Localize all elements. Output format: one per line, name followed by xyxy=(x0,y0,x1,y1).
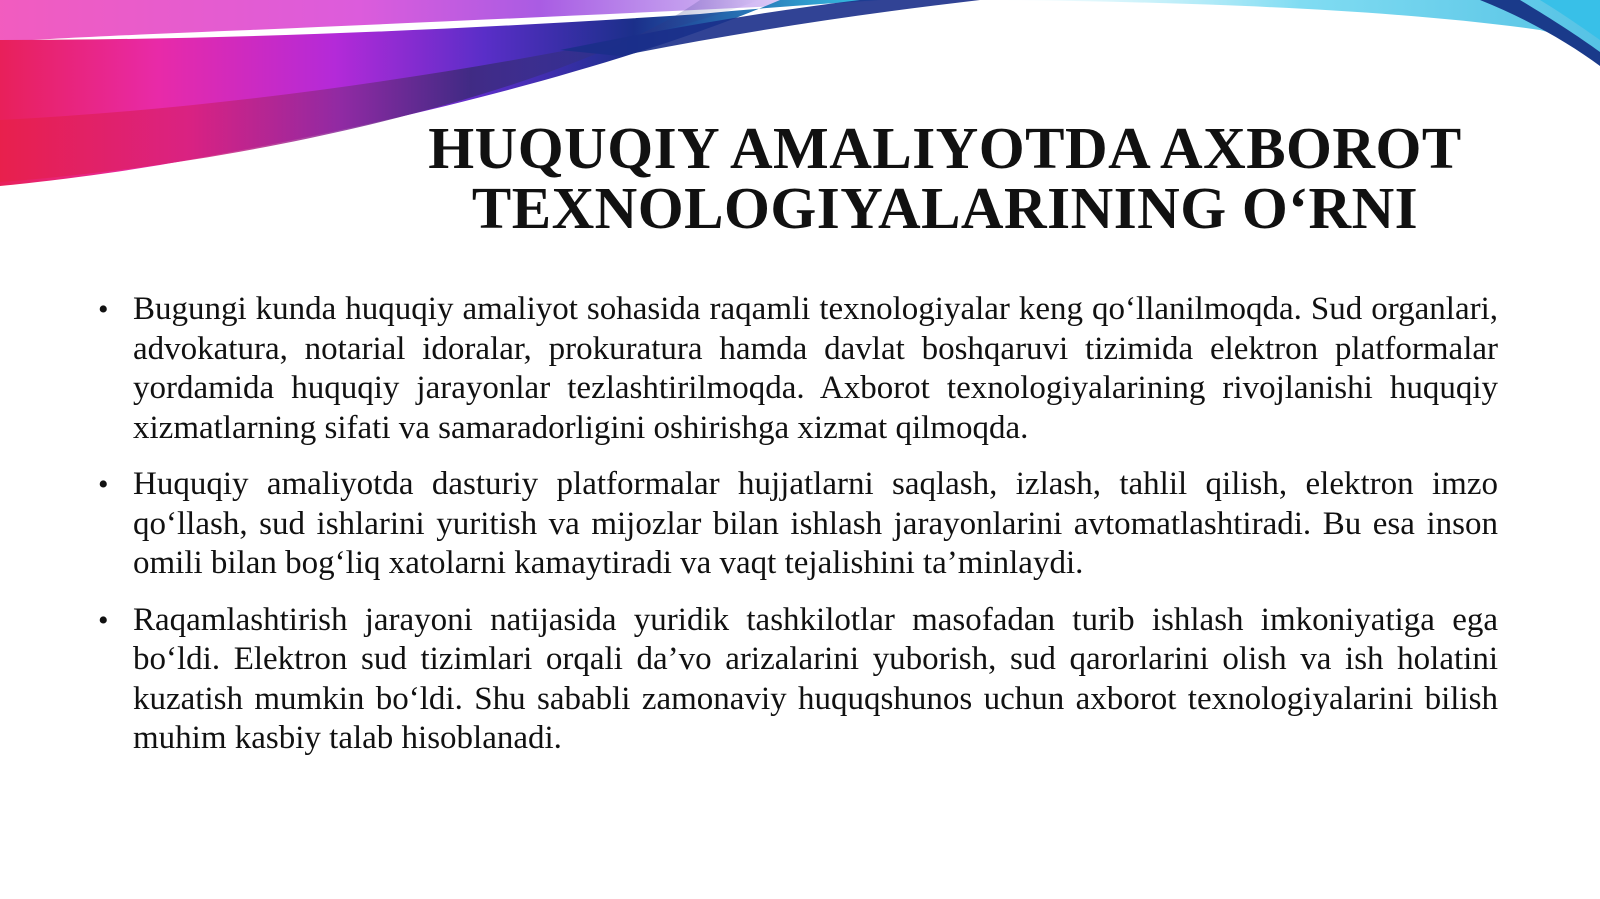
slide-title xyxy=(380,115,1510,241)
bullet-text: Raqamlashtirish jarayoni natijasida yuridik tashkilotlar masofadan turib ishlash imkoniyatiga ega bo‘ldi. Elektron sud tizimlari orqali da’vo arizalarini yuborish, sud qarorlarini olish va ish holatini kuzatish mumkin bo‘ldi. Shu sababli zamonaviy huquqshunos uchun axborot texnologiyalarini bilish muhim kasbiy talab hisoblanadi. xyxy=(133,601,1498,756)
bullet-dot-icon: • xyxy=(98,468,109,501)
list-item xyxy=(98,290,1498,448)
bullet-text: Huquqiy amaliyotda dasturiy platformalar hujjatlarni saqlash, izlash, tahlil qilish, elektron imzo qo‘llash, sud ishlarini yuritish va mijozlar bilan ishlash jarayonlarini avtomatlashtiradi. Bu esa inson omili bilan bog‘liq xatolarni kamaytiradi va vaqt tejalishini ta’minlaydi. xyxy=(133,466,1498,581)
bullet-dot-icon: • xyxy=(98,293,109,326)
bullet-dot-icon: • xyxy=(98,603,109,637)
bullet-text: Bugungi kunda huquqiy amaliyot sohasida raqamli texnologiyalar keng qo‘llanilmoqda. Sud organlari, advokatura, notarial idoralar, prokuratura hamda davlat boshqaruvi tizimida elektron platformalar yordamida huquqiy jarayonlar tezlashtirilmoqda. Axborot texnologiyalarining rivojlanishi huquqiy xizmatlarning sifati va samaradorligini oshirishga xizmat qilmoqda. xyxy=(133,291,1498,446)
slide-title-line-1: HUQUQIY AMALIYOTDA AXBOROT xyxy=(428,115,1462,181)
list-item xyxy=(98,601,1498,759)
slide-title-line-2: TEXNOLOGIYALARINING O‘RNI xyxy=(471,175,1419,241)
list-item xyxy=(98,465,1498,584)
bullet-list xyxy=(98,290,1498,776)
